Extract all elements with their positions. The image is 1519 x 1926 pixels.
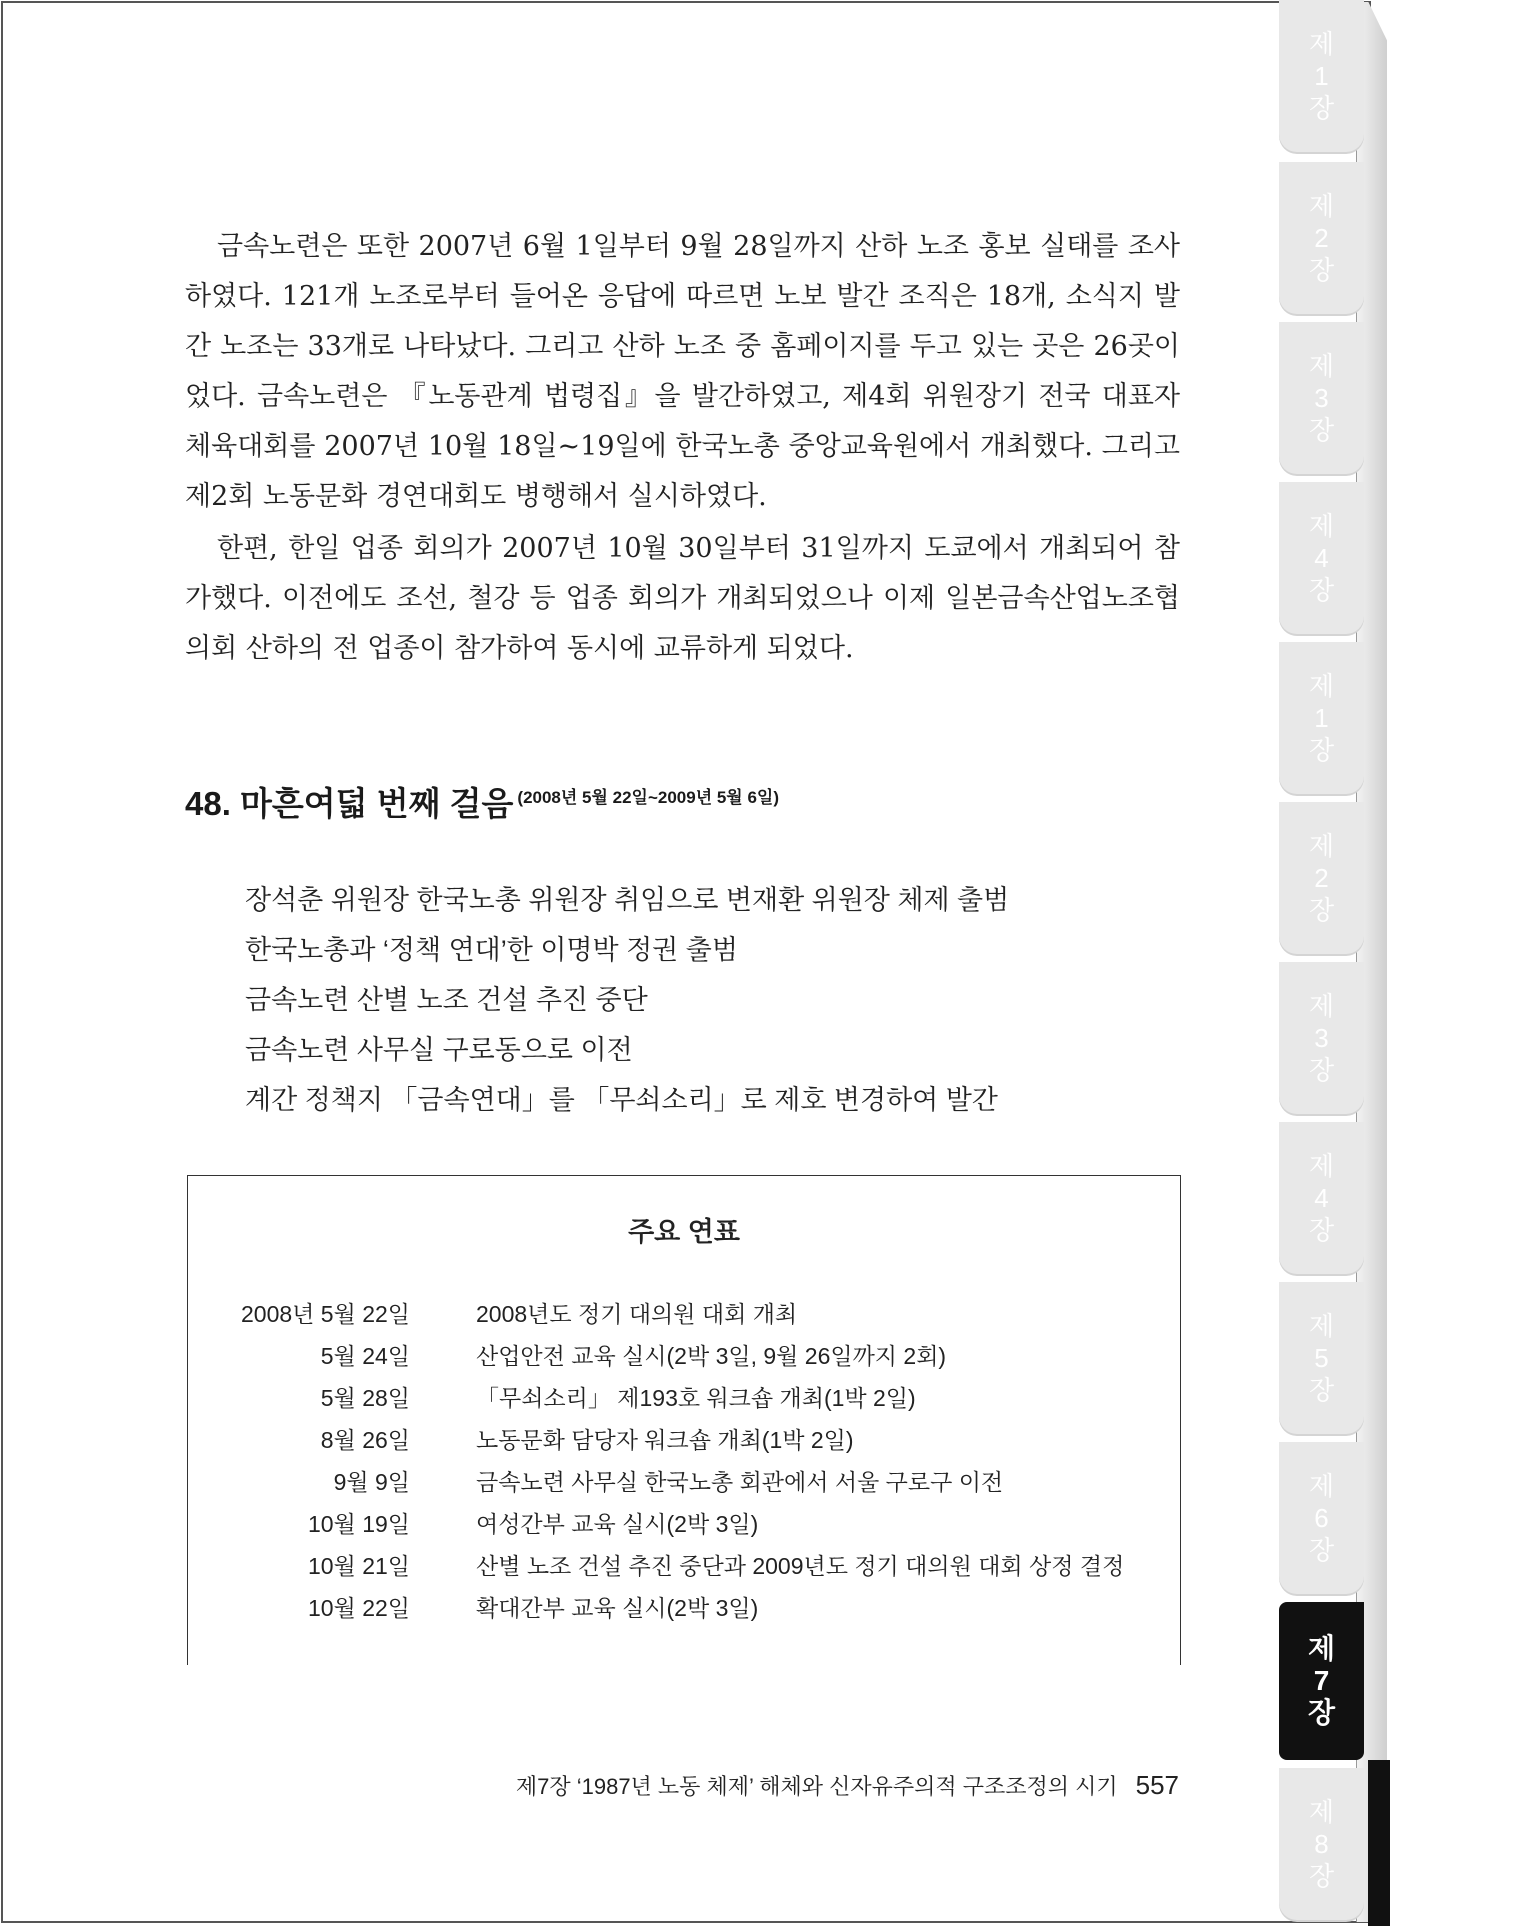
tab-char: 제 (1307, 1633, 1336, 1664)
tab-number: 3 (1314, 1023, 1329, 1053)
tab-char: 제 (1308, 1471, 1335, 1501)
tab-number: 2 (1314, 863, 1329, 893)
summary-line: 한국노총과 ‘정책 연대’한 이명박 정권 출범 (245, 935, 738, 965)
tab-char: 제 (1308, 351, 1335, 381)
tab-char: 제 (1308, 671, 1335, 701)
summary-line: 금속노련 산별 노조 건설 추진 중단 (245, 985, 648, 1015)
tab-char: 장 (1308, 255, 1335, 285)
tab-number: 8 (1314, 1829, 1329, 1859)
tab-char: 장 (1308, 1535, 1335, 1565)
timeline-row (188, 1548, 1180, 1590)
chapter-tab[interactable] (1279, 962, 1364, 1114)
chapter-tab[interactable] (1279, 642, 1364, 794)
timeline-date: 2008년 5월 22일 (241, 1301, 410, 1327)
summary-line: 계간 정책지 「금속연대」를 「무쇠소리」로 제호 변경하여 발간 (245, 1085, 998, 1115)
tab-char: 제 (1308, 191, 1335, 221)
page-edge-dark (1368, 1760, 1390, 1926)
page-number: 557 (1135, 1770, 1179, 1800)
tab-char: 제 (1308, 1311, 1335, 1341)
timeline-date: 10월 21일 (308, 1553, 410, 1579)
tab-number: 2 (1314, 223, 1329, 253)
chapter-tab[interactable] (1279, 162, 1364, 314)
timeline-date: 5월 28일 (320, 1385, 410, 1411)
timeline-row (188, 1338, 1180, 1380)
tab-char: 제 (1308, 1797, 1335, 1827)
tab-char: 제 (1308, 991, 1335, 1021)
timeline-event: 확대간부 교육 실시(2박 3일) (476, 1595, 759, 1621)
timeline-date: 8월 26일 (320, 1427, 410, 1453)
timeline-event: 노동문화 담당자 워크숍 개최(1박 2일) (476, 1427, 854, 1453)
timeline-event: 2008년도 정기 대의원 대회 개최 (476, 1301, 798, 1327)
timeline-date: 10월 19일 (308, 1511, 410, 1537)
tab-number: 1 (1314, 61, 1329, 91)
timeline-row (188, 1380, 1180, 1422)
section-title: 48. 마흔여덟 번째 걸음 (185, 785, 514, 822)
timeline-row (188, 1506, 1180, 1548)
tab-number: 7 (1313, 1665, 1330, 1696)
tab-char: 제 (1308, 831, 1335, 861)
section-heading (185, 778, 779, 825)
section-period: (2008년 5월 22일~2009년 5월 6일) (517, 788, 779, 807)
timeline-title: 주요 연표 (628, 1217, 740, 1247)
page-footer (516, 1770, 1179, 1801)
timeline-event: 산업안전 교육 실시(2박 3일, 9월 26일까지 2회) (476, 1343, 947, 1369)
tab-char: 장 (1308, 1215, 1335, 1245)
timeline-row (188, 1422, 1180, 1464)
tab-char: 장 (1307, 1697, 1336, 1728)
tab-char: 장 (1308, 1861, 1335, 1891)
tab-char: 장 (1308, 575, 1335, 605)
timeline-event: 「무쇠소리」 제193호 워크숍 개최(1박 2일) (476, 1385, 916, 1411)
timeline-date: 9월 9일 (333, 1469, 410, 1495)
timeline-event: 여성간부 교육 실시(2박 3일) (476, 1511, 759, 1537)
timeline-row (188, 1464, 1180, 1506)
timeline-event: 산별 노조 건설 추진 중단과 2009년도 정기 대의원 대회 상정 결정 (476, 1553, 1125, 1579)
timeline-date: 5월 24일 (320, 1343, 410, 1369)
running-title: 제7장 ‘1987년 노동 체제’ 해체와 신자유주의적 구조조정의 시기 (515, 1774, 1118, 1799)
section-summary (245, 875, 1009, 1125)
summary-line: 금속노련 사무실 구로동으로 이전 (245, 1035, 633, 1065)
tab-char: 장 (1308, 415, 1335, 445)
chapter-tab[interactable] (1279, 1768, 1364, 1920)
tab-char: 제 (1308, 1151, 1335, 1181)
timeline-box (187, 1175, 1181, 1665)
tab-char: 장 (1308, 93, 1335, 123)
tab-char: 제 (1308, 511, 1335, 541)
chapter-tab[interactable] (1279, 482, 1364, 634)
chapter-tab[interactable] (1279, 1122, 1364, 1274)
timeline-row (188, 1590, 1180, 1632)
tab-char: 장 (1308, 1375, 1335, 1405)
tab-number: 4 (1314, 543, 1329, 573)
summary-line: 장석춘 위원장 한국노총 위원장 취임으로 변재환 위원장 체제 출범 (245, 885, 1010, 915)
chapter-tab[interactable] (1279, 322, 1364, 474)
tab-char: 제 (1308, 29, 1335, 59)
body-paragraph-1: 금속노련은 또한 2007년 6월 1일부터 9월 28일까지 산하 노조 홍보 실태를 조사하였다. 121개 노조로부터 들어온 응답에 따르면 노보 발간 조직은 18개, 소식지 발간 노조는 33개로 나타났다. 그리고 산하 노조 중 홈페이지를 두고 있는 곳은 26곳이었다. 금속노련은 『노동관계 법령집』을 발간하였고, 제4회 위원장기 전국 대표자 체육대회를 2007년 10월 18일~19일에 한국노총 중앙교육원에서 개최했다. 그리고 제2회 노동문화 경연대회도 병행해서 실시하였다. (185, 231, 1180, 512)
tab-number: 3 (1314, 383, 1329, 413)
tab-number: 6 (1314, 1503, 1329, 1533)
chapter-tab[interactable] (1279, 0, 1364, 152)
body-paragraph-2: 한편, 한일 업종 회의가 2007년 10월 30일부터 31일까지 도쿄에서 개최되어 참가했다. 이전에도 조선, 철강 등 업종 회의가 개최되었으나 이제 일본금속산업노조협의회 산하의 전 업종이 참가하여 동시에 교류하게 되었다. (185, 533, 1180, 664)
timeline-list (188, 1296, 1180, 1632)
tab-char: 장 (1308, 1055, 1335, 1085)
chapter-tab[interactable] (1279, 1282, 1364, 1434)
chapter-tab[interactable] (1279, 1442, 1364, 1594)
timeline-event: 금속노련 사무실 한국노총 회관에서 서울 구로구 이전 (476, 1469, 1004, 1495)
tab-number: 1 (1314, 703, 1329, 733)
tab-char: 장 (1308, 895, 1335, 925)
tab-number: 4 (1314, 1183, 1329, 1213)
tab-char: 장 (1308, 735, 1335, 765)
timeline-row (188, 1296, 1180, 1338)
chapter-tab-active[interactable] (1279, 1602, 1364, 1760)
chapter-tab[interactable] (1279, 802, 1364, 954)
timeline-date: 10월 22일 (308, 1595, 410, 1621)
tab-number: 5 (1314, 1343, 1329, 1373)
